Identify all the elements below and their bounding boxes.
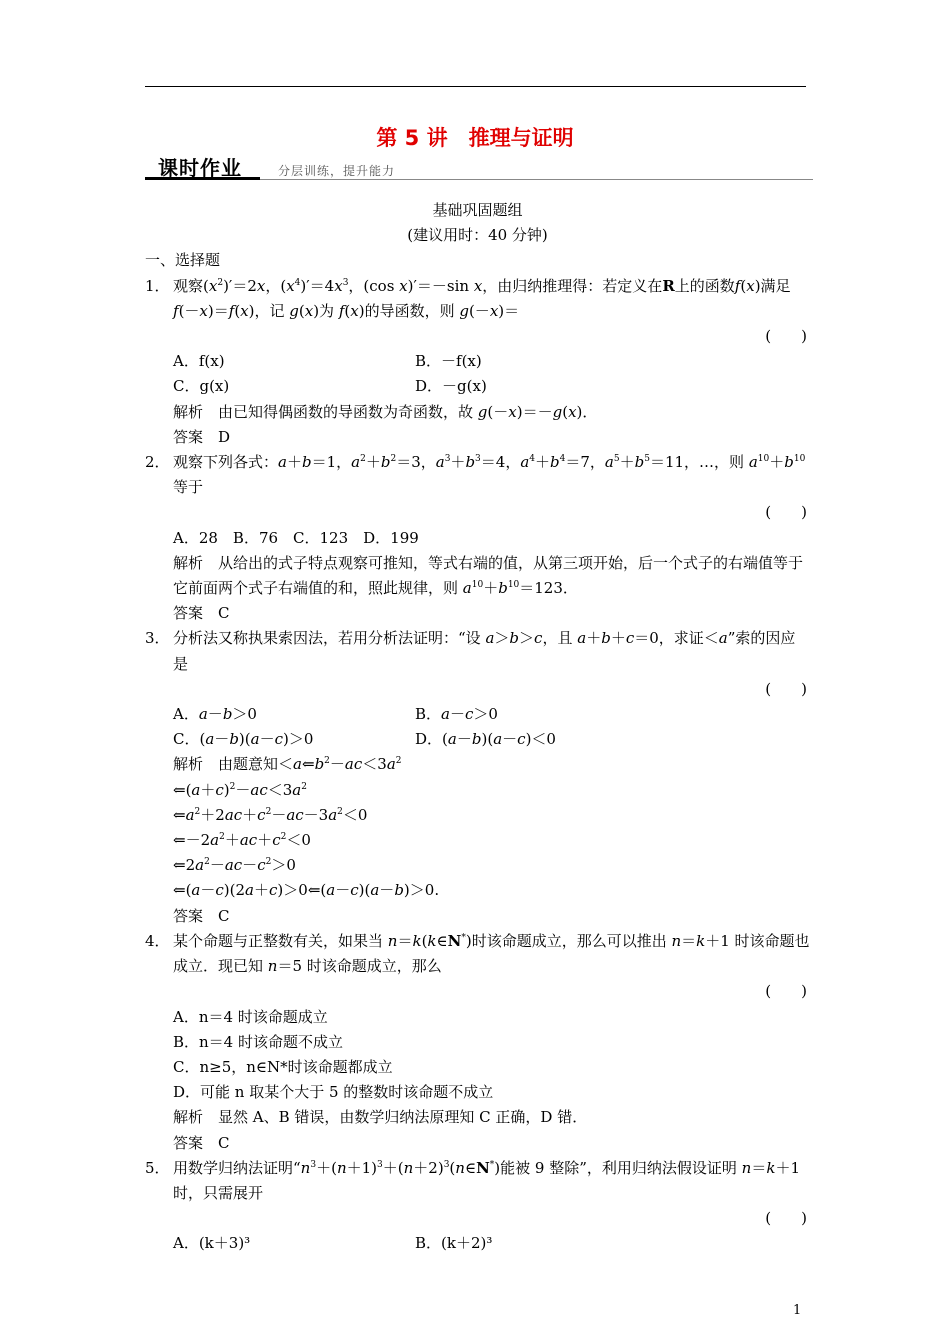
question-number: 4． xyxy=(145,931,170,950)
analysis-label: 解析 xyxy=(173,402,204,421)
analysis: 解析 显然 A、B 错误，由数学归纳法原理知 C 正确，D 错． xyxy=(173,1108,588,1127)
option-c: C．g(x) xyxy=(173,377,230,396)
question-number: 3． xyxy=(145,629,170,648)
analysis: 解析 由题意知$<a⇐b^2-ac<3a^2$ xyxy=(173,755,402,774)
derivation-line: $⇐(a+c)^2-ac<3a^2$ xyxy=(173,780,307,799)
analysis: 解析 从给出的式子特点观察可推知，等式右端的值，从第三项开始，后一个式子的右端值等于它前面两个式子右端值的和，照此规律，则 $a^{10}+b^{10}=123$． xyxy=(173,553,804,598)
question-2 xyxy=(145,450,810,500)
derivation-line: $⇐-2a^2+ac+c^2<0$ xyxy=(173,831,311,850)
question-1 xyxy=(145,274,810,324)
answer-label: 答案 xyxy=(173,604,204,623)
answer-label: 答案 xyxy=(173,1133,204,1152)
answer-line xyxy=(145,601,810,626)
options-row xyxy=(145,349,810,374)
options-row xyxy=(145,727,810,752)
question-stem: 用数学归纳法证明“$n^3+(n+1)^3+(n+2)^3(n\in N^*)$能被 9 整除”，利用归纳法假设证明 n＝k＋1 时，只需展开 xyxy=(173,1158,800,1202)
option-c: C．(a－b)(a－c)＞0 xyxy=(173,730,314,749)
answer-label: 答案 xyxy=(173,906,204,925)
question-stem: 某个命题与正整数有关，如果当 n＝k(k∈N*)时该命题成立，那么可以推出 n＝k＋1 时该命题也成立．现已知 n＝5 时该命题成立，那么 xyxy=(173,931,810,976)
question-number: 1． xyxy=(145,276,170,295)
homework-label: 课时作业 xyxy=(158,156,242,180)
answer-label: 答案 xyxy=(173,427,204,446)
homework-subtitle: 分层训练，提升能力 xyxy=(278,164,396,178)
document-body xyxy=(145,198,810,1257)
option-c: C．n≥5，n∈N*时该命题都成立 xyxy=(173,1057,393,1076)
options-row xyxy=(145,702,810,727)
option-b: B．－f(x) xyxy=(415,352,482,371)
homework-underline xyxy=(145,177,260,180)
homework-rule xyxy=(260,179,813,180)
analysis-label: 解析 xyxy=(173,553,204,572)
option-a: A．f(x) xyxy=(173,352,225,371)
answer-value: C xyxy=(218,604,230,623)
group-time: (建议用时：40 分钟) xyxy=(407,226,548,245)
answer-paren: ( ) xyxy=(765,327,807,346)
option-a: A．(k＋3)³ xyxy=(173,1234,251,1253)
derivation-line: ⇐(a－c)(2a＋c)＞0⇐(a－c)(a－b)＞0. xyxy=(173,881,440,900)
question-number: 2． xyxy=(145,453,170,472)
answer-line xyxy=(145,425,810,450)
section-heading: 一、选择题 xyxy=(145,251,221,270)
option-a: A．a－b＞0 xyxy=(173,705,257,724)
options-row xyxy=(145,374,810,399)
answer-value: D xyxy=(218,427,231,446)
page-title: 第 5 讲 推理与证明 xyxy=(376,126,574,150)
option-b: B．n＝4 时该命题不成立 xyxy=(173,1032,343,1051)
top-rule xyxy=(145,86,806,87)
option-a: A．n＝4 时该命题成立 xyxy=(173,1007,328,1026)
answer-paren: ( ) xyxy=(765,503,807,522)
question-3 xyxy=(145,626,810,676)
answer-line xyxy=(145,904,810,929)
answer-value: C xyxy=(218,1133,230,1152)
answer-line xyxy=(145,1131,810,1156)
analysis-label: 解析 xyxy=(173,1108,204,1127)
answer-paren: ( ) xyxy=(765,679,807,698)
analysis-label: 解析 xyxy=(173,755,204,774)
option-b: B．a－c＞0 xyxy=(415,705,498,724)
option-b: B．(k＋2)³ xyxy=(415,1234,493,1253)
page-number: 1 xyxy=(793,1303,802,1318)
analysis: 解析 由已知得偶函数的导函数为奇函数，故 g(－x)＝－g(x)． xyxy=(173,402,598,421)
option-d: D．－g(x) xyxy=(415,377,487,396)
question-stem: 分析法又称执果索因法，若用分析法证明：“设 a＞b＞c，且 a＋b＋c＝0，求证＜a”索的因应是 xyxy=(173,629,796,673)
options-line: A．28 B．76 C．123 D．199 xyxy=(173,528,419,547)
answer-value: C xyxy=(218,906,230,925)
question-4 xyxy=(145,929,810,979)
answer-paren: ( ) xyxy=(765,982,807,1001)
derivation-line: $⇐a^2+2ac+c^2-ac-3a^2<0$ xyxy=(173,805,368,824)
options-row xyxy=(145,1231,810,1256)
derivation-line: $⇐2a^2-ac-c^2>0$ xyxy=(173,856,296,875)
option-d: D．可能 n 取某个大于 5 的整数时该命题不成立 xyxy=(173,1083,494,1102)
question-number: 5． xyxy=(145,1158,170,1177)
answer-paren: ( ) xyxy=(765,1209,807,1228)
group-name: 基础巩固题组 xyxy=(432,201,523,219)
option-d: D．(a－b)(a－c)＜0 xyxy=(415,730,556,749)
question-5 xyxy=(145,1156,810,1206)
question-stem: 观察下列各式：a＋b＝1，$a^2+b^2=3$，$a^3+b^3=4$，$a^4+b^4=7$，$a^5+b^5=11$，…，则 $a^{10}+b^{10}$等于 xyxy=(173,453,806,497)
question-stem: 观察$(x^2)'=2x$，$(x^4)'=4x^3$，(cos x)′＝－sin x，由归纳推理得：若定义在R上的函数f(x)满足 f(－x)＝f(x)，记 g(x)为 f(x)的导函数，则 g(－x)＝ xyxy=(173,276,791,320)
